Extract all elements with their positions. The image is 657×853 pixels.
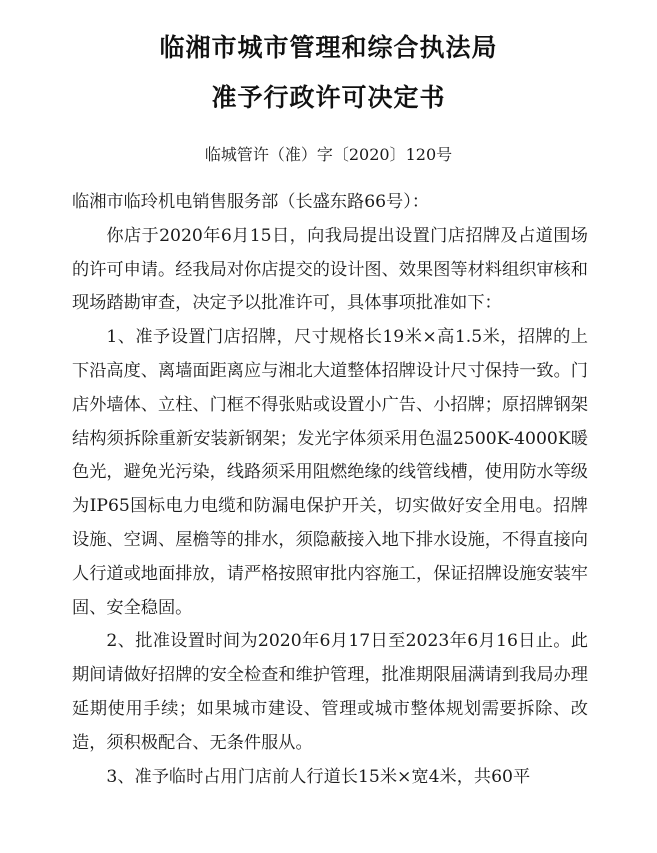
paragraph-intro: 你店于2020年6月15日，向我局提出设置门店招牌及占道围场的许可申请。经我局对你店提交的设计图、效果图等材料组织审核和现场踏勘审查，决定予以批准许可，具体事项批准如下： [72,225,588,314]
document-title-agency: 临湘市城市管理和综合执法局 [159,33,498,62]
paragraph-item-3: 3、准予临时占用门店前人行道长15米×宽4米，共60平 [106,766,531,787]
recipient-line: 临湘市临玲机电销售服务部（长盛东路66号）： [72,192,430,212]
document-title-decision: 准予行政许可决定书 [211,83,446,112]
document-number: 临城管许（准）字〔2020〕120号 [204,145,453,164]
document-body [72,186,588,794]
paragraph-item-2: 2、批准设置时间为2020年6月17日至2023年6月16日止。此期间请做好招牌的安全检查和维护管理，批准期限届满请到我局办理延期使用手续；如果城市建设、管理或城市整体规划需要拆除、改造，须积极配合、无条件服从。 [72,631,588,753]
paragraph-item-1: 1、准予设置门店招牌，尺寸规格长19米×高1.5米，招牌的上下沿高度、离墙面距离应与湘北大道整体招牌设计尺寸保持一致。门店外墙体、立柱、门框不得张贴或设置小广告、小招牌；原招牌钢架结构须拆除重新安装新钢架；发光字体须采用色温2500K-4000K暖色光，避免光污染，线路须采用阻燃绝缘的线管线槽，使用防水等级为IP65国标电力电缆和防漏电保护开关，切实做好安全用电。招牌设施、空调、屋檐等的排水，须隐蔽接入地下排水设施，不得直接向人行道或地面排放，请严格按照审批内容施工，保证招牌设施安装牢固、安全稳固。 [72,327,588,618]
